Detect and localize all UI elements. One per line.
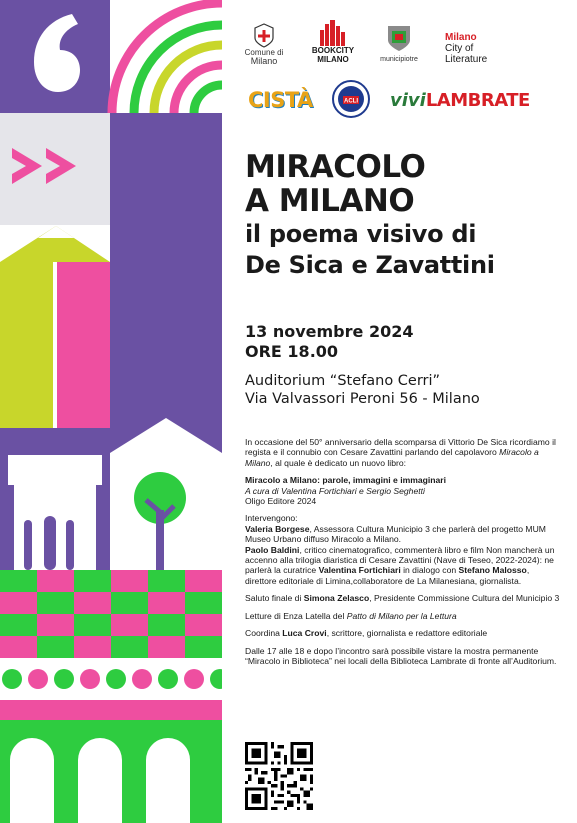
greeting-paragraph: Saluto finale di Simona Zelasco, Presidente Commissione Cultura del Municipio 3 [245,593,560,604]
municipio-label: municipiotre [380,56,418,63]
city-of-literature-logo [445,32,515,65]
event-date: 13 novembre 2024 [245,322,414,341]
title-line2: A MILANO [245,183,415,219]
comune-line2: Milano [250,56,278,66]
event-description [245,437,563,673]
subtitle-line1: il poema visivo di [245,220,477,248]
city-lit-line2: City of [445,43,474,54]
book-publisher: Oligo Editore 2024 [245,496,317,507]
readings-paragraph: Letture di Enza Latella del Patto di Milano per la Lettura [245,610,457,621]
coordinator-paragraph: Coordina Luca Crovi, scrittore, giornalista e redattore editoriale [245,628,488,639]
municipio-tre-logo [372,24,426,64]
cista-label: CISTÀ [248,88,313,112]
book-editors: A cura di Valentina Fortichiari e Sergio Seghetti [245,485,425,496]
vivi-label-a: vivi [390,90,426,111]
bookcity-logo [308,20,358,64]
book-paragraph [245,475,563,506]
title-line1: MIRACOLO [245,149,426,185]
city-skyline-icon [318,20,348,46]
speakers-paragraph: Intervengono: Valeria Borgese, Assessora Cultura Municipio 3 che parlerà del progetto MUM Museo Urbano diffuso Miracolo a Milano. Paolo Baldini, critico cinematografico, commenterà libro e film Non mancherà un accenno alla trilogia diaristica di Cesare Zavattini (Nave di Teseo, 2022-2024): ne parlerà la curatrice Valentina Fortichiari in dialogo con Stefano Malosso, direttore editoriale di Limina,collaboratore de La Milanesiana, giornalista. [245,513,555,586]
subtitle-line2: De Sica e Zavattini [245,251,495,279]
bookcity-line1: BOOKCITY [311,46,355,55]
venue-address: Via Valvassori Peroni 56 - Milano [245,391,480,407]
city-lit-line1: Milano [445,32,477,43]
acli-badge-icon [332,80,370,118]
decorative-artwork [0,0,222,823]
vivi-label-b: LAMBRATE [425,90,530,111]
comune-line1: Comune di [244,48,284,57]
venue-name: Auditorium “Stefano Cerri” [245,373,441,389]
crest-icon [252,22,276,48]
event-time: ORE 18.00 [245,342,339,361]
comune-milano-logo [244,22,284,66]
acli-label: ACLI [344,98,358,105]
book-title: Miracolo a Milano: parole, immagini e immaginari [245,475,447,486]
city-lit-line3: Literature [445,54,488,65]
partner-logos [240,18,565,128]
vivi-lambrate-logo [390,90,565,111]
event-title [245,150,565,280]
bookcity-line2: MILANO [317,55,349,64]
intro-paragraph: In occasione del 50° anniversario della scomparsa di Vittorio De Sica ricordiamo il regista e il connubio con Cesare Zavattini parlando del capolavoro Miracolo a Milano, al quale è dedicato un nuovo libro: [245,437,556,468]
event-venue [245,372,565,408]
closing-paragraph: Dalle 17 alle 18 e dopo l’incontro sarà possibile vistare la mostra permanente “Miracolo in Biblioteca” nei locali della Biblioteca Lambrate di fronte all’Auditorium. [245,645,557,666]
cista-logo [248,88,313,112]
acli-logo [332,80,372,123]
event-datetime [245,322,565,362]
qr-code[interactable] [245,742,313,810]
municipio-shield-icon [386,24,412,52]
